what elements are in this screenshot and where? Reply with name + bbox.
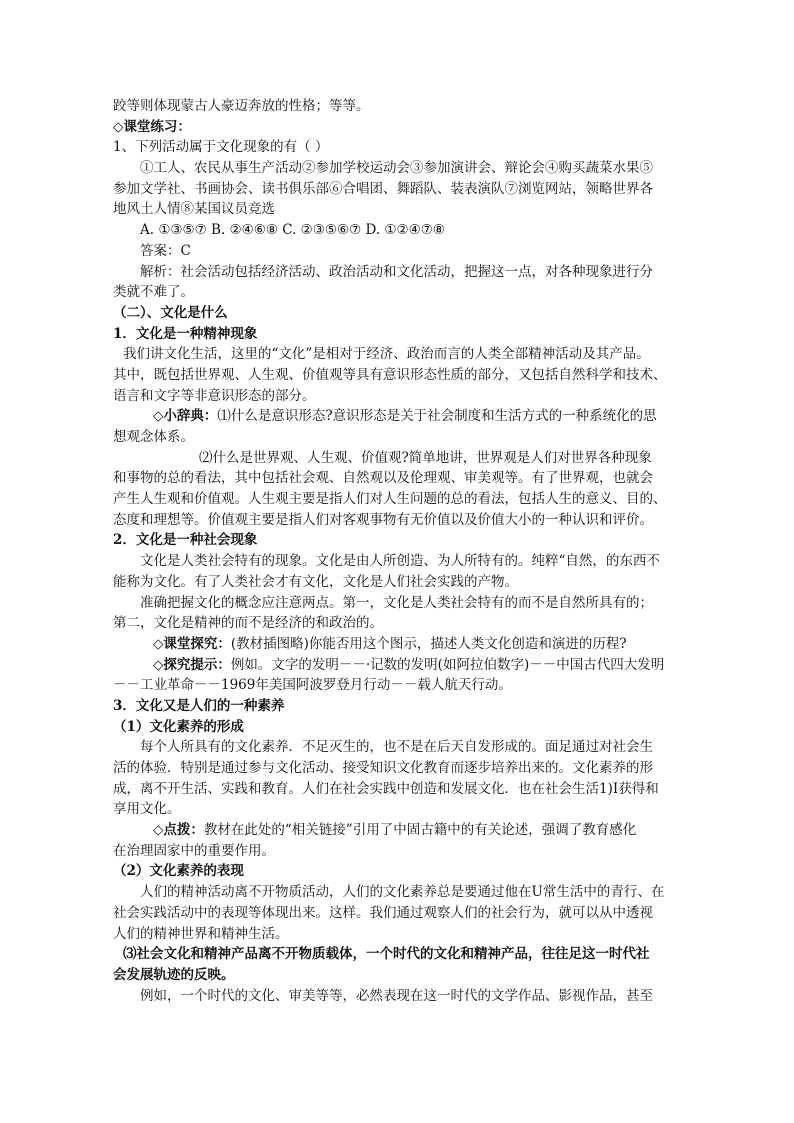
question-body: 参加文学社、书画协会、读书俱乐部⑥合唱团、舞蹈队、装表演队⑦浏览网站，领略世界各	[113, 180, 653, 197]
document-page	[113, 96, 683, 1006]
dictionary-text: ⑵什么是世界观、人生观、价值观?简单地讲，世界观是人们对世界各种现象	[199, 449, 652, 466]
bold-statement: 会发展轨迹的反映。	[113, 966, 235, 983]
paragraph-line: 能称为文化。有了人类社会才有文化，文化是人们社会实践的产物。	[113, 573, 518, 590]
paragraph-line: 人们的精神活动离不开物质活动，人们的文化素养总是要通过他在U常生活中的青行、在	[140, 884, 665, 901]
sub-heading: 1．文化是一种精神现象	[113, 325, 258, 342]
paragraph-line: 人们的精神世界和精神生活。	[113, 925, 289, 942]
dictionary-line	[113, 406, 683, 427]
text-line: 跤等则体现蒙古人豪迈奔放的性格；等等。	[113, 98, 370, 114]
analysis-line: 解析：社会活动包括经济活动、政治活动和文化活动，把握这一点，对各种现象进行分	[140, 263, 653, 280]
tip-text: 教材在此处的“相关链接”引用了中固古籍中的有关论述，强调了教育感化	[203, 822, 637, 839]
analysis-line: 类就不难了。	[113, 284, 194, 301]
hint-line	[113, 655, 683, 676]
dictionary-text: ⑴什么是意识形态?意识形态是关于社会制度和生活方式的一种系统化的思	[217, 408, 657, 425]
hint-text: －－工业革命－－1969年美国阿波罗登月行动－－载人航天行动。	[113, 677, 512, 694]
section-heading: （二）、文化是什么	[113, 304, 228, 321]
paragraph-line: 成，离不开生活、实践和教育。人们在社会实践中创造和发展文化．也在社会生活1)I获得和	[113, 780, 659, 797]
paragraph-line: 语言和文字等非意识形态的部分。	[113, 387, 316, 404]
dictionary-text: 和事物的总的看法，其中包括社会观、自然观以及伦理观、审美观等。有了世界观，也就会	[113, 470, 653, 487]
tip-line	[113, 820, 683, 841]
dictionary-label: ◇小辞典：	[153, 408, 218, 425]
explore-line	[113, 634, 683, 655]
paragraph-line: 社会实践活动中的表现等体现出来。这样。我们通过观察人们的社会行为，就可以从中透视	[113, 904, 653, 921]
hint-label: ◇探究提示：	[153, 656, 231, 673]
paragraph-line: 享用文化。	[113, 801, 181, 818]
paragraph-line: 例如，一个时代的文化、审美等等，必然表现在这一时代的文学作品、影视作品，甚至	[140, 987, 653, 1004]
dictionary-text: 态度和理想等。价值观主要是指人们对客观事物有无价值以及价值大小的一种认识和评价。	[113, 511, 653, 528]
dictionary-text: 想观念体系。	[113, 429, 194, 445]
tip-label: ◇点拨：	[153, 822, 204, 839]
answer-options: A. ①③⑤⑦ B. ②④⑥⑧ C. ②③⑤⑥⑦ D. ①②④⑦⑧	[140, 222, 445, 239]
sub-sub-heading: （1）文化素养的形成	[113, 718, 244, 735]
dictionary-text: 产生人生观和价值观。人生观主要是指人们对人生问题的总的看法，包括人生的意义、目的、	[113, 491, 667, 508]
question-stem: 1、下列活动属于文化现象的有（ ）	[113, 139, 329, 156]
paragraph-line: 每个人所具有的文化素养．不足灭生的，也不是在后天自发形成的。面足通过对社会生	[140, 739, 653, 756]
bold-statement: ⑶社会文化和精神产品离不开物质载体，一个时代的文化和精神产品，往往足这一时代社	[123, 946, 650, 963]
paragraph-line: 其中，既包括世界观、人生观、价值观等具有意识形态性质的部分，又包括自然科学和技术、	[113, 366, 667, 383]
paragraph-line: 文化是人类社会特有的现象。文化是由人所创造、为人所特有的。纯粹“自然，的东西不	[140, 553, 660, 570]
question-body: 地风土人情⑧某国议员竞选	[113, 201, 275, 218]
paragraph-line: 准确把握文化的概念应注意两点。第一，文化是人类社会特有的而不是自然所具有的；	[140, 594, 653, 611]
tip-text: 在治理固家中的重要作用。	[113, 842, 275, 859]
section-label-practice: ◇课堂练习：	[113, 118, 191, 135]
sub-sub-heading: （2）文化素养的表现	[113, 863, 244, 880]
sub-heading: 3．文化又是人们的一种素养	[113, 697, 285, 714]
paragraph-line: 我们讲文化生活，这里的“文化”是相对于经济、政治而言的人类全部精神活动及其产品。	[123, 346, 650, 363]
answer-line: 答案：C	[140, 242, 191, 259]
sub-heading: 2．文化是一种社会现象	[113, 532, 258, 549]
paragraph-line: 活的体验．特别是通过参与文化活动、接受知识文化教育而逐步培养出来的。文化素养的形	[113, 760, 653, 776]
explore-label: ◇课堂探究：	[153, 635, 231, 652]
paragraph-line: 第二，文化是精神的而不是经济的和政治的。	[113, 615, 383, 632]
explore-text: (教材插图略)你能否用这个图示，描述人类文化创造和演进的历程?	[230, 635, 627, 652]
question-body: ①工人、农民从事生产活动②参加学校运动会③参加演讲会、辩论会④购买蔬菜水果⑤	[140, 160, 653, 177]
hint-text: 例如。文字的发明－－·记数的发明(如阿拉伯数字)－－中国古代四大发明	[230, 656, 665, 673]
